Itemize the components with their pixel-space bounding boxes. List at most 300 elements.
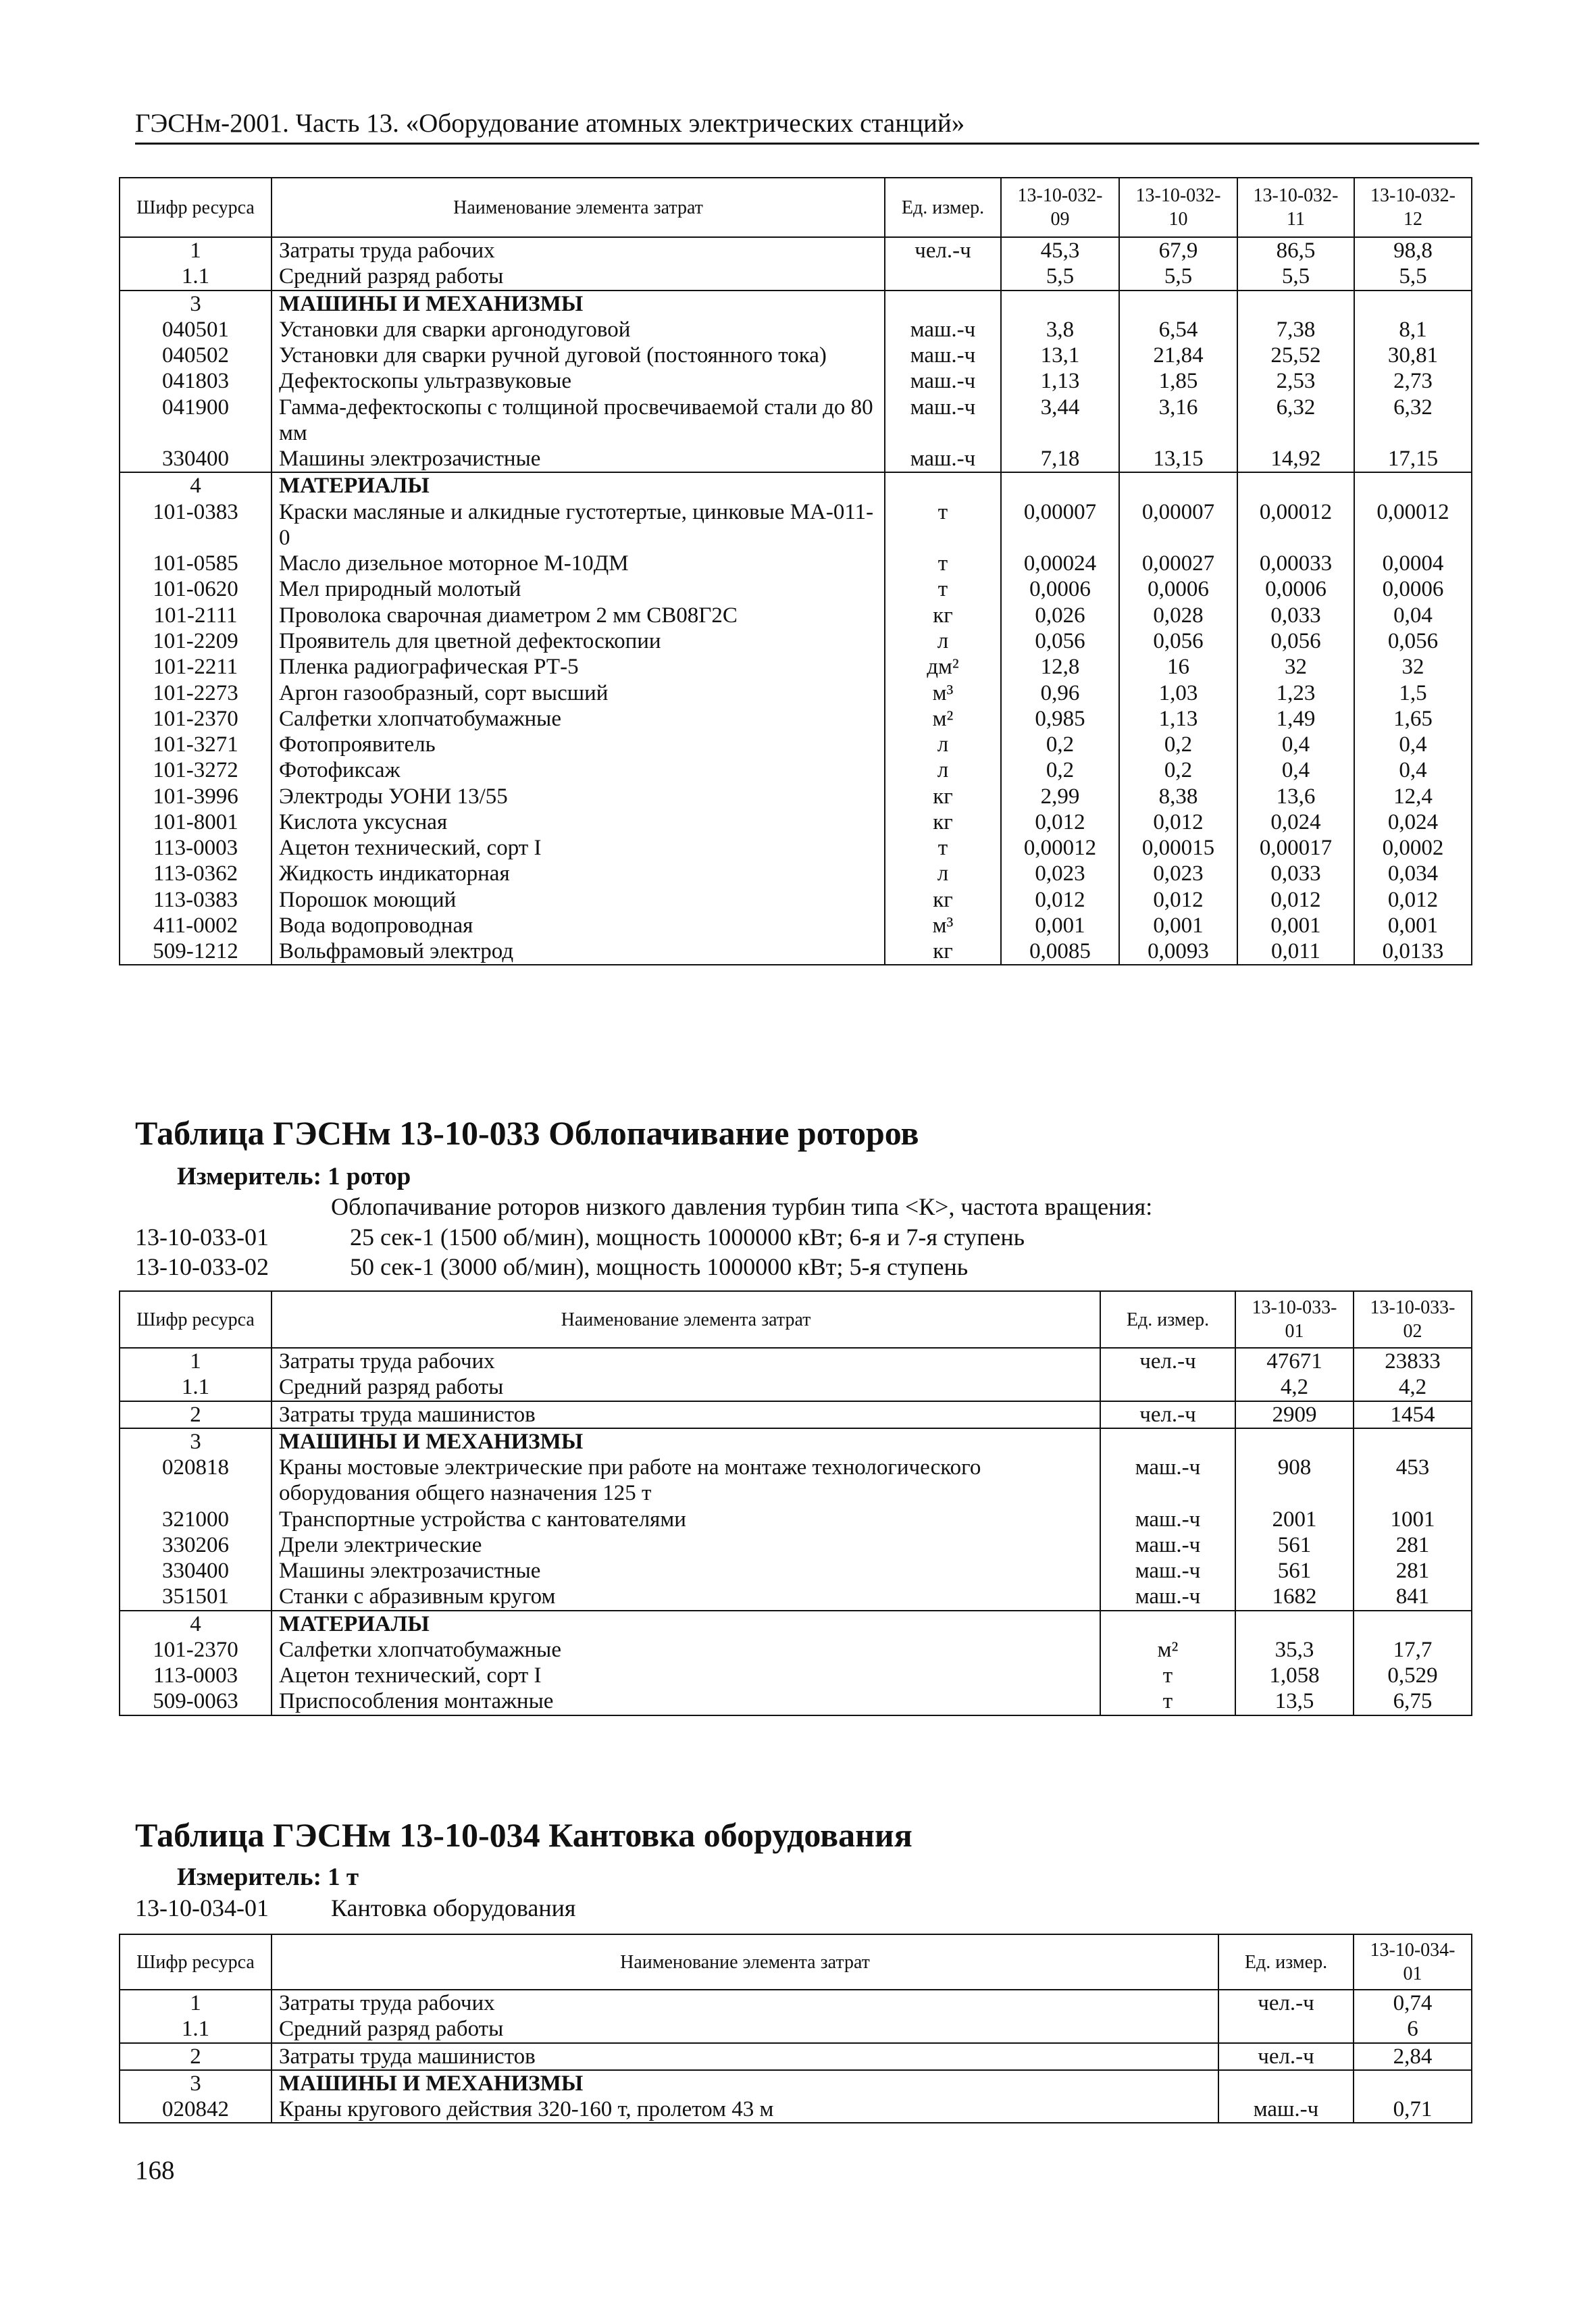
resource-name: Масло дизельное моторное М-10ДМ: [272, 551, 885, 576]
resource-unit: маш.-ч: [885, 446, 1001, 472]
resource-name: Вода водопроводная: [272, 913, 885, 938]
table-row: [120, 784, 1472, 809]
resource-code: 040501: [120, 317, 272, 343]
table-row: [120, 2070, 1472, 2096]
resource-value: 0,012: [1119, 809, 1237, 835]
resource-value: 0,0002: [1354, 835, 1472, 861]
table-header-row: [120, 1291, 1472, 1348]
resource-unit: [1218, 2070, 1354, 2096]
resource-value: 0,056: [1001, 628, 1119, 654]
resource-value: [1354, 291, 1472, 317]
header-name: Наименование элемента затрат: [272, 178, 885, 237]
resource-value: [1001, 472, 1119, 499]
table-034-item-text-1: Кантовка оборудования: [331, 1894, 576, 1921]
resource-unit: л: [885, 732, 1001, 757]
table-row: [120, 395, 1472, 447]
header-code: Шифр ресурса: [120, 178, 272, 237]
resource-value: 0,00024: [1001, 551, 1119, 576]
resource-value: 7,18: [1001, 446, 1119, 472]
resource-value: 6,54: [1119, 317, 1237, 343]
resource-unit: м²: [1100, 1637, 1235, 1663]
resource-unit: чел.-ч: [1218, 2043, 1354, 2070]
resource-code: 330206: [120, 1532, 272, 1558]
table-033-measure: Измеритель: 1 ротор: [177, 1163, 411, 1190]
resource-value: 841: [1354, 1584, 1472, 1610]
resource-unit: кг: [885, 938, 1001, 965]
table-row: [120, 263, 1472, 290]
resource-value: 16: [1119, 654, 1237, 680]
resource-value: 1001: [1354, 1507, 1472, 1532]
resource-value: 1,65: [1354, 706, 1472, 732]
table-row: [120, 913, 1472, 938]
resource-unit: маш.-ч: [1100, 1584, 1235, 1610]
table-row: [120, 1637, 1472, 1663]
resource-value: [1119, 291, 1237, 317]
resource-name: Краны мостовые электрические при работе на монтаже технологического оборудования общего назначения 125 т: [272, 1455, 1100, 1507]
resource-code: 101-3996: [120, 784, 272, 809]
resource-unit: дм²: [885, 654, 1001, 680]
resource-value: 908: [1235, 1455, 1354, 1507]
table-row: [120, 1374, 1472, 1401]
resource-name: Средний разряд работы: [272, 263, 885, 290]
resource-value: 0,00012: [1354, 499, 1472, 551]
table-034-title: Таблица ГЭСНм 13-10-034 Кантовка оборудования: [135, 1816, 912, 1854]
header-code: Шифр ресурса: [120, 1934, 272, 1990]
resource-value: 1682: [1235, 1584, 1354, 1610]
resource-name: МАТЕРИАЛЫ: [272, 1611, 1100, 1637]
table-row: [120, 2016, 1472, 2042]
resource-value: 13,6: [1237, 784, 1354, 809]
resource-unit: [1100, 1428, 1235, 1455]
resource-value: 0,056: [1237, 628, 1354, 654]
resource-table-032: [119, 177, 1472, 965]
table-row: [120, 1507, 1472, 1532]
resource-value: 1454: [1354, 1401, 1472, 1428]
table-034-measure: Измеритель: 1 т: [177, 1863, 359, 1891]
resource-value: 32: [1354, 654, 1472, 680]
resource-name: Аргон газообразный, сорт высший: [272, 680, 885, 706]
resource-value: 0,00027: [1119, 551, 1237, 576]
resource-unit: кг: [885, 809, 1001, 835]
resource-value: 0,012: [1354, 887, 1472, 913]
resource-unit: чел.-ч: [1218, 1990, 1354, 2016]
resource-code: 101-2370: [120, 706, 272, 732]
resource-value: 0,4: [1237, 732, 1354, 757]
resource-name: Затраты труда рабочих: [272, 237, 885, 263]
table-033-item-text-1: 25 сек-1 (1500 об/мин), мощность 1000000 кВт; 6-я и 7-я ступень: [350, 1224, 1025, 1251]
resource-unit: л: [885, 628, 1001, 654]
resource-name: Краски масляные и алкидные густотертые, цинковые МА-011-0: [272, 499, 885, 551]
resource-unit: маш.-ч: [1100, 1558, 1235, 1584]
resource-code: 2: [120, 1401, 272, 1428]
resource-code: 1.1: [120, 1374, 272, 1401]
resource-value: 0,001: [1237, 913, 1354, 938]
resource-name: Проявитель для цветной дефектоскопии: [272, 628, 885, 654]
table-row: [120, 446, 1472, 472]
resource-value: 25,52: [1237, 343, 1354, 368]
resource-value: 0,00012: [1237, 499, 1354, 551]
resource-value: 281: [1354, 1532, 1472, 1558]
table-row: [120, 938, 1472, 965]
resource-table-034: [119, 1934, 1472, 2123]
resource-value: 6,75: [1354, 1688, 1472, 1715]
resource-unit: маш.-ч: [1100, 1455, 1235, 1507]
resource-value: 0,00007: [1119, 499, 1237, 551]
resource-value: 281: [1354, 1558, 1472, 1584]
resource-name: Салфетки хлопчатобумажные: [272, 706, 885, 732]
resource-unit: чел.-ч: [885, 237, 1001, 263]
resource-name: Дрели электрические: [272, 1532, 1100, 1558]
resource-code: 101-2370: [120, 1637, 272, 1663]
resource-name: Затраты труда рабочих: [272, 1348, 1100, 1374]
resource-unit: м³: [885, 913, 1001, 938]
resource-unit: кг: [885, 887, 1001, 913]
resource-value: [1354, 1428, 1472, 1455]
table-033-item-code-1: 13-10-033-01: [135, 1224, 269, 1251]
resource-code: 020818: [120, 1455, 272, 1507]
table-row: [120, 603, 1472, 628]
resource-value: 12,8: [1001, 654, 1119, 680]
resource-value: 67,9: [1119, 237, 1237, 263]
resource-value: 1,13: [1119, 706, 1237, 732]
resource-value: 8,38: [1119, 784, 1237, 809]
resource-code: 2: [120, 2043, 272, 2070]
table-row: [120, 757, 1472, 783]
resource-name: Электроды УОНИ 13/55: [272, 784, 885, 809]
header-col-13-10-032-12: 13-10-032-12: [1354, 178, 1472, 237]
resource-value: 1,03: [1119, 680, 1237, 706]
resource-unit: [885, 291, 1001, 317]
table-033-description: Облопачивание роторов низкого давления турбин типа <К>, частота вращения:: [331, 1193, 1153, 1220]
resource-unit: маш.-ч: [1100, 1532, 1235, 1558]
page-number: 168: [135, 2156, 175, 2185]
header-col-13-10-032-10: 13-10-032-10: [1119, 178, 1237, 237]
resource-value: 561: [1235, 1558, 1354, 1584]
resource-name: МАТЕРИАЛЫ: [272, 472, 885, 499]
header-unit: Ед. измер.: [1218, 1934, 1354, 1990]
resource-code: 411-0002: [120, 913, 272, 938]
resource-value: 86,5: [1237, 237, 1354, 263]
resource-unit: т: [885, 576, 1001, 602]
table-row: [120, 499, 1472, 551]
table-row: [120, 1455, 1472, 1507]
resource-code: 330400: [120, 446, 272, 472]
resource-name: Затраты труда рабочих: [272, 1990, 1218, 2016]
table-header-row: [120, 1934, 1472, 1990]
resource-unit: маш.-ч: [885, 395, 1001, 447]
resource-value: 0,0006: [1354, 576, 1472, 602]
table-row: [120, 1532, 1472, 1558]
resource-value: 2909: [1235, 1401, 1354, 1428]
resource-value: [1235, 1611, 1354, 1637]
resource-code: 041803: [120, 368, 272, 394]
resource-value: 6,32: [1237, 395, 1354, 447]
resource-code: 041900: [120, 395, 272, 447]
table-row: [120, 472, 1472, 499]
table-row: [120, 551, 1472, 576]
resource-name: Гамма-дефектоскопы с толщиной просвечиваемой стали до 80 мм: [272, 395, 885, 447]
resource-value: 5,5: [1119, 263, 1237, 290]
resource-code: 509-0063: [120, 1688, 272, 1715]
resource-value: 0,529: [1354, 1663, 1472, 1688]
resource-code: 040502: [120, 343, 272, 368]
header-code: Шифр ресурса: [120, 1291, 272, 1348]
resource-value: 0,0085: [1001, 938, 1119, 965]
resource-value: 0,0004: [1354, 551, 1472, 576]
resource-value: [1354, 1611, 1472, 1637]
resource-value: 0,2: [1119, 757, 1237, 783]
resource-value: 0,011: [1237, 938, 1354, 965]
table-033-title: Таблица ГЭСНм 13-10-033 Облопачивание роторов: [135, 1114, 919, 1152]
resource-value: [1235, 1428, 1354, 1455]
resource-name: МАШИНЫ И МЕХАНИЗМЫ: [272, 291, 885, 317]
resource-name: Транспортные устройства с кантователями: [272, 1507, 1100, 1532]
resource-name: Фотофиксаж: [272, 757, 885, 783]
resource-value: 8,1: [1354, 317, 1472, 343]
resource-value: 0,00007: [1001, 499, 1119, 551]
resource-name: Порошок моющий: [272, 887, 885, 913]
header-col-13-10-033-02: 13-10-033-02: [1354, 1291, 1472, 1348]
resource-name: Установки для сварки аргонодуговой: [272, 317, 885, 343]
resource-value: 0,001: [1001, 913, 1119, 938]
table-row: [120, 343, 1472, 368]
resource-unit: т: [885, 835, 1001, 861]
resource-name: Мел природный молотый: [272, 576, 885, 602]
resource-code: 509-1212: [120, 938, 272, 965]
resource-value: 5,5: [1354, 263, 1472, 290]
resource-value: 17,15: [1354, 446, 1472, 472]
resource-value: 47671: [1235, 1348, 1354, 1374]
resource-value: 3,16: [1119, 395, 1237, 447]
resource-unit: т: [885, 499, 1001, 551]
resource-value: [1354, 472, 1472, 499]
resource-name: Машины электрозачистные: [272, 1558, 1100, 1584]
table-row: [120, 809, 1472, 835]
resource-value: 13,15: [1119, 446, 1237, 472]
table-row: [120, 237, 1472, 263]
resource-value: 0,71: [1354, 2096, 1472, 2123]
resource-value: 0,034: [1354, 861, 1472, 886]
resource-code: 1: [120, 1348, 272, 1374]
resource-value: 23833: [1354, 1348, 1472, 1374]
resource-value: 4,2: [1235, 1374, 1354, 1401]
resource-name: Салфетки хлопчатобумажные: [272, 1637, 1100, 1663]
resource-value: 0,012: [1001, 887, 1119, 913]
resource-value: 30,81: [1354, 343, 1472, 368]
resource-value: 1,13: [1001, 368, 1119, 394]
resource-unit: т: [1100, 1663, 1235, 1688]
resource-value: 7,38: [1237, 317, 1354, 343]
table-row: [120, 291, 1472, 317]
resource-value: 0,00012: [1001, 835, 1119, 861]
resource-value: 0,056: [1119, 628, 1237, 654]
resource-unit: маш.-ч: [885, 368, 1001, 394]
resource-value: 0,012: [1237, 887, 1354, 913]
resource-value: 1,23: [1237, 680, 1354, 706]
resource-value: 5,5: [1001, 263, 1119, 290]
resource-value: 0,024: [1237, 809, 1354, 835]
resource-value: 0,033: [1237, 861, 1354, 886]
table-row: [120, 576, 1472, 602]
resource-name: МАШИНЫ И МЕХАНИЗМЫ: [272, 1428, 1100, 1455]
table-033-item-code-2: 13-10-033-02: [135, 1253, 269, 1280]
resource-unit: кг: [885, 603, 1001, 628]
resource-value: [1237, 472, 1354, 499]
resource-value: 3,8: [1001, 317, 1119, 343]
resource-value: 0,056: [1354, 628, 1472, 654]
table-row: [120, 732, 1472, 757]
resource-code: 113-0362: [120, 861, 272, 886]
resource-unit: л: [885, 861, 1001, 886]
resource-value: 13,5: [1235, 1688, 1354, 1715]
resource-code: 1.1: [120, 263, 272, 290]
resource-value: 6: [1354, 2016, 1472, 2042]
resource-code: 020842: [120, 2096, 272, 2123]
resource-value: 0,00033: [1237, 551, 1354, 576]
header-col-13-10-034-01: 13-10-034-01: [1354, 1934, 1472, 1990]
table-row: [120, 368, 1472, 394]
table-row: [120, 1663, 1472, 1688]
resource-name: Затраты труда машинистов: [272, 1401, 1100, 1428]
table-row: [120, 1584, 1472, 1610]
resource-value: 0,74: [1354, 1990, 1472, 2016]
resource-code: 101-8001: [120, 809, 272, 835]
resource-name: Жидкость индикаторная: [272, 861, 885, 886]
resource-value: 17,7: [1354, 1637, 1472, 1663]
resource-value: 1,49: [1237, 706, 1354, 732]
resource-value: 98,8: [1354, 237, 1472, 263]
resource-code: 101-0383: [120, 499, 272, 551]
resource-value: 0,0006: [1001, 576, 1119, 602]
resource-code: 351501: [120, 1584, 272, 1610]
table-row: [120, 1401, 1472, 1428]
resource-value: 2,84: [1354, 2043, 1472, 2070]
resource-code: 101-2273: [120, 680, 272, 706]
table-row: [120, 2096, 1472, 2123]
table-row: [120, 1990, 1472, 2016]
table-row: [120, 1348, 1472, 1374]
resource-value: 12,4: [1354, 784, 1472, 809]
resource-value: 0,001: [1354, 913, 1472, 938]
resource-unit: [1218, 2016, 1354, 2042]
resource-value: 0,0093: [1119, 938, 1237, 965]
resource-unit: м³: [885, 680, 1001, 706]
resource-name: Средний разряд работы: [272, 2016, 1218, 2042]
table-row: [120, 1611, 1472, 1637]
resource-name: Кислота уксусная: [272, 809, 885, 835]
resource-value: 0,026: [1001, 603, 1119, 628]
header-unit: Ед. измер.: [885, 178, 1001, 237]
resource-value: 0,023: [1001, 861, 1119, 886]
resource-value: 0,4: [1237, 757, 1354, 783]
resource-value: 453: [1354, 1455, 1472, 1507]
resource-code: 101-3271: [120, 732, 272, 757]
resource-code: 101-2209: [120, 628, 272, 654]
resource-value: 2001: [1235, 1507, 1354, 1532]
resource-value: 0,028: [1119, 603, 1237, 628]
table-row: [120, 1688, 1472, 1715]
resource-unit: [885, 263, 1001, 290]
resource-code: 1: [120, 237, 272, 263]
resource-name: Станки с абразивным кругом: [272, 1584, 1100, 1610]
resource-value: 0,023: [1119, 861, 1237, 886]
table-header-row: [120, 178, 1472, 237]
resource-code: 4: [120, 472, 272, 499]
resource-unit: маш.-ч: [1218, 2096, 1354, 2123]
resource-value: 1,058: [1235, 1663, 1354, 1688]
resource-value: [1237, 291, 1354, 317]
resource-name: Вольфрамовый электрод: [272, 938, 885, 965]
resource-name: Проволока сварочная диаметром 2 мм СВ08Г2С: [272, 603, 885, 628]
resource-name: Пленка радиографическая РТ-5: [272, 654, 885, 680]
table-034-item-code-1: 13-10-034-01: [135, 1894, 269, 1921]
resource-unit: [1100, 1374, 1235, 1401]
resource-value: 0,0006: [1119, 576, 1237, 602]
table-row: [120, 1428, 1472, 1455]
resource-unit: чел.-ч: [1100, 1348, 1235, 1374]
resource-value: 0,0006: [1237, 576, 1354, 602]
table-row: [120, 317, 1472, 343]
resource-value: 0,0133: [1354, 938, 1472, 965]
resource-name: Ацетон технический, сорт I: [272, 1663, 1100, 1688]
resource-value: 32: [1237, 654, 1354, 680]
resource-value: [1001, 291, 1119, 317]
resource-value: 0,04: [1354, 603, 1472, 628]
resource-name: Фотопроявитель: [272, 732, 885, 757]
resource-value: 6,32: [1354, 395, 1472, 447]
resource-code: 4: [120, 1611, 272, 1637]
table-row: [120, 628, 1472, 654]
resource-value: 0,001: [1119, 913, 1237, 938]
resource-unit: т: [1100, 1688, 1235, 1715]
resource-value: 0,985: [1001, 706, 1119, 732]
resource-name: Ацетон технический, сорт I: [272, 835, 885, 861]
table-row: [120, 680, 1472, 706]
resource-name: Затраты труда машинистов: [272, 2043, 1218, 2070]
resource-code: 101-2111: [120, 603, 272, 628]
resource-value: 35,3: [1235, 1637, 1354, 1663]
resource-name: Краны кругового действия 320-160 т, пролетом 43 м: [272, 2096, 1218, 2123]
resource-value: 0,033: [1237, 603, 1354, 628]
resource-value: 5,5: [1237, 263, 1354, 290]
resource-unit: л: [885, 757, 1001, 783]
resource-value: 0,2: [1119, 732, 1237, 757]
resource-unit: м²: [885, 706, 1001, 732]
resource-value: 14,92: [1237, 446, 1354, 472]
resource-unit: [885, 472, 1001, 499]
resource-name: Средний разряд работы: [272, 1374, 1100, 1401]
table-row: [120, 1558, 1472, 1584]
resource-name: Приспособления монтажные: [272, 1688, 1100, 1715]
resource-unit: маш.-ч: [885, 317, 1001, 343]
resource-value: 0,00017: [1237, 835, 1354, 861]
table-row: [120, 706, 1472, 732]
resource-code: 101-2211: [120, 654, 272, 680]
header-unit: Ед. измер.: [1100, 1291, 1235, 1348]
header-col-13-10-032-09: 13-10-032-09: [1001, 178, 1119, 237]
resource-code: 113-0003: [120, 1663, 272, 1688]
resource-value: [1119, 472, 1237, 499]
page-header: ГЭСНм-2001. Часть 13. «Оборудование атомных электрических станций»: [135, 108, 1479, 145]
resource-value: 45,3: [1001, 237, 1119, 263]
header-name: Наименование элемента затрат: [272, 1291, 1100, 1348]
header-col-13-10-032-11: 13-10-032-11: [1237, 178, 1354, 237]
resource-value: [1354, 2070, 1472, 2096]
resource-value: 4,2: [1354, 1374, 1472, 1401]
resource-value: 0,96: [1001, 680, 1119, 706]
resource-code: 101-3272: [120, 757, 272, 783]
table-row: [120, 861, 1472, 886]
